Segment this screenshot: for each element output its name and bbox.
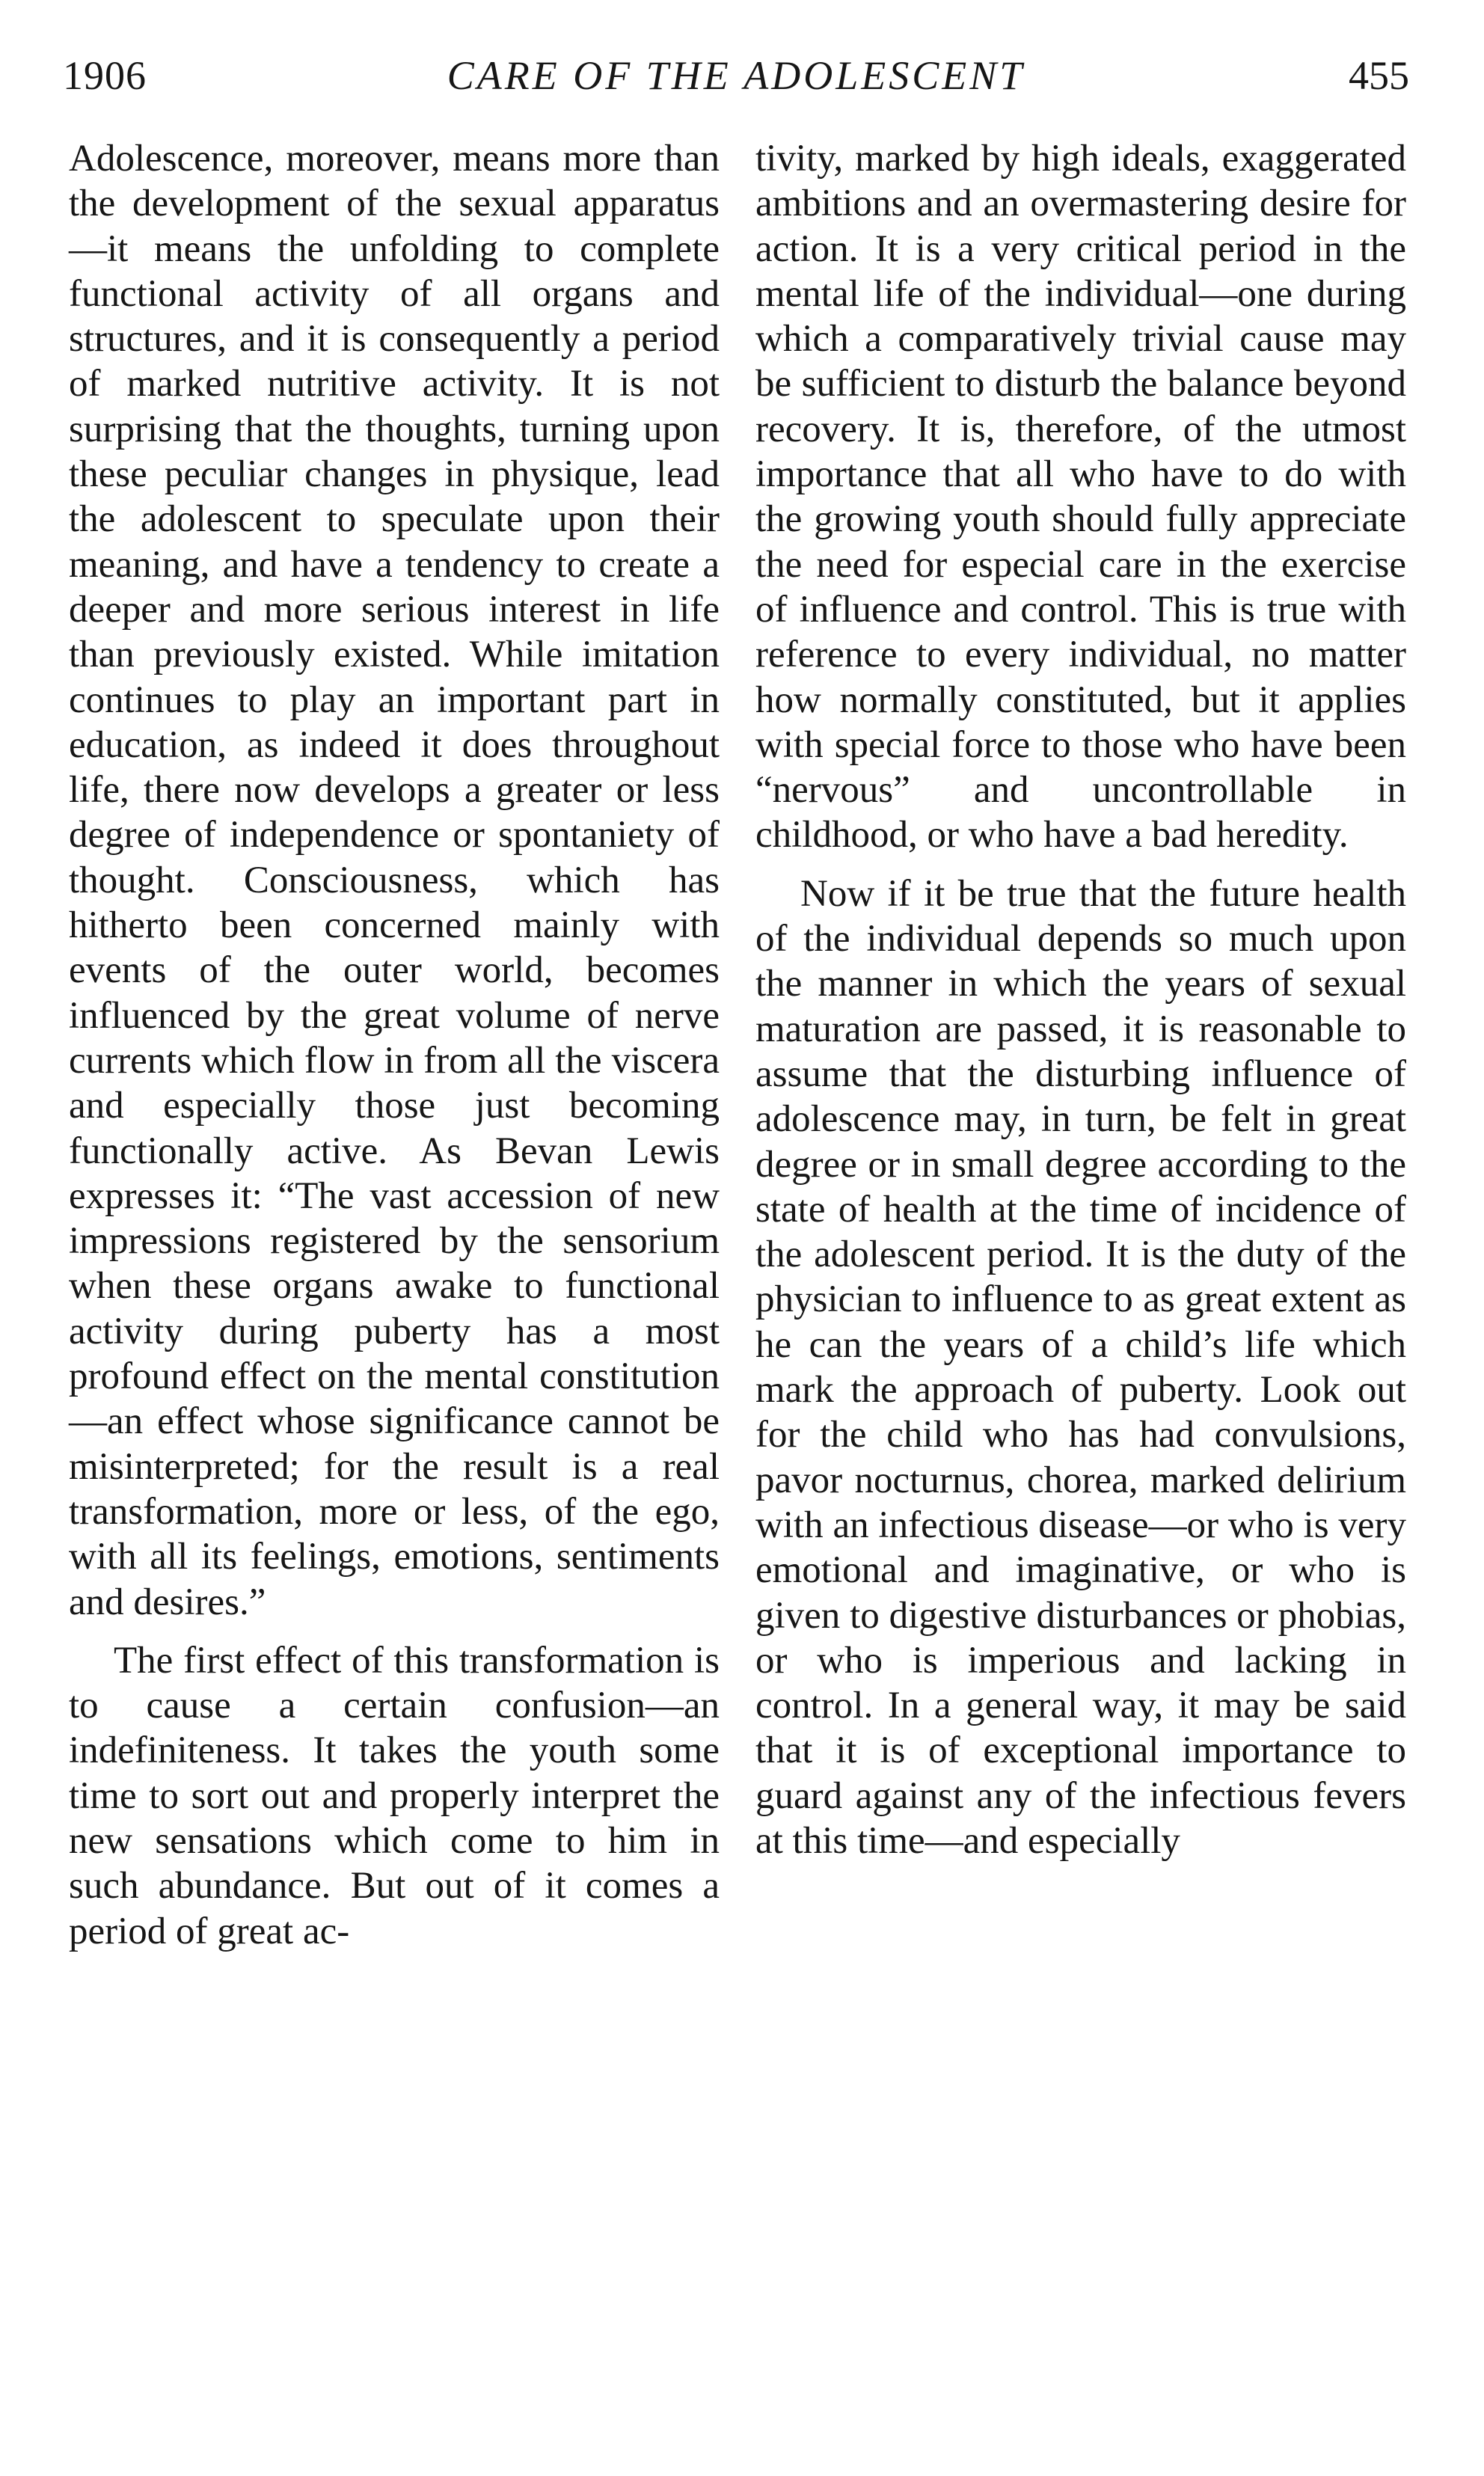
- paragraph: The first effect of this transformation is to cause a certain confusion—an indefiniteness. It takes the youth some time to sort out and properly interpret the new sensations which come to him in such abundance. But out of it comes a period of great ac-: [69, 1639, 720, 1952]
- running-title: CARE OF THE ADOLESCENT: [447, 53, 1025, 98]
- header-year: 1906: [63, 53, 147, 98]
- paragraph: Adolescence, moreover, means more than the development of the sexual apparatus—it means the unfolding to complete functional activity of all organs and structures, and it is consequently a period of marked nutritive activity. It is not surprising that the thoughts, turning upon these peculiar changes in physique, lead the adolescent to speculate upon their meaning, and have a tendency to create a deeper and more serious interest in life than previously existed. While imitation continues to play an important part in education, as indeed it does throughout life, there now develops a greater or less degree of independence or spontaniety of thought. Consciousness, which has hitherto been concerned mainly with events of the outer world, becomes influenced by the great volume of nerve currents which flow in from all the viscera and especially those just becoming functionally active. As Bevan Lewis expresses it: “The vast accession of new impressions registered by the sensorium when these organs awake to functional activity during puberty has a most profound effect on the mental constitution—an effect whose significance cannot be misinterpreted; for the result is a real transformation, more or less, of the ego, with all its feelings, emotions, sentiments and desires.”: [69, 138, 720, 1623]
- running-header: [63, 52, 1409, 112]
- paragraph: tivity, marked by high ideals, exaggerated ambitions and an overmastering desire for action. It is a very critical period in the mental life of the individual—one during which a comparatively trivial cause may be sufficient to disturb the balance beyond recovery. It is, therefore, of the utmost importance that all who have to do with the growing youth should fully appreciate the need for especial care in the exercise of influence and control. This is true with reference to every individual, no matter how normally constituted, but it applies with special force to those who have been “nervous” and uncontrollable in childhood, or who have a bad heredity.: [755, 138, 1406, 857]
- paragraph: Now if it be true that the future health of the individual depends so much upon the manner in which the years of sexual maturation are passed, it is reasonable to assume that the disturbing influence of adolescence may, in turn, be felt in great degree or in small degree according to the state of health at the time of incidence of the adolescent period. It is the duty of the physician to influence to as great extent as he can the years of a child’s life which mark the approach of puberty. Look out for the child who has had convulsions, pavor nocturnus, chorea, marked delirium with an infectious disease—or who is very emotional and imaginative, or who is given to digestive disturbances or phobias, or who is imperious and lacking in control. In a general way, it may be said that it is of exceptional importance to guard against any of the infectious fevers at this time—and especially: [755, 872, 1406, 1862]
- right-column: [755, 136, 1406, 1863]
- page-number: 455: [1349, 53, 1409, 98]
- left-column: [69, 136, 720, 1954]
